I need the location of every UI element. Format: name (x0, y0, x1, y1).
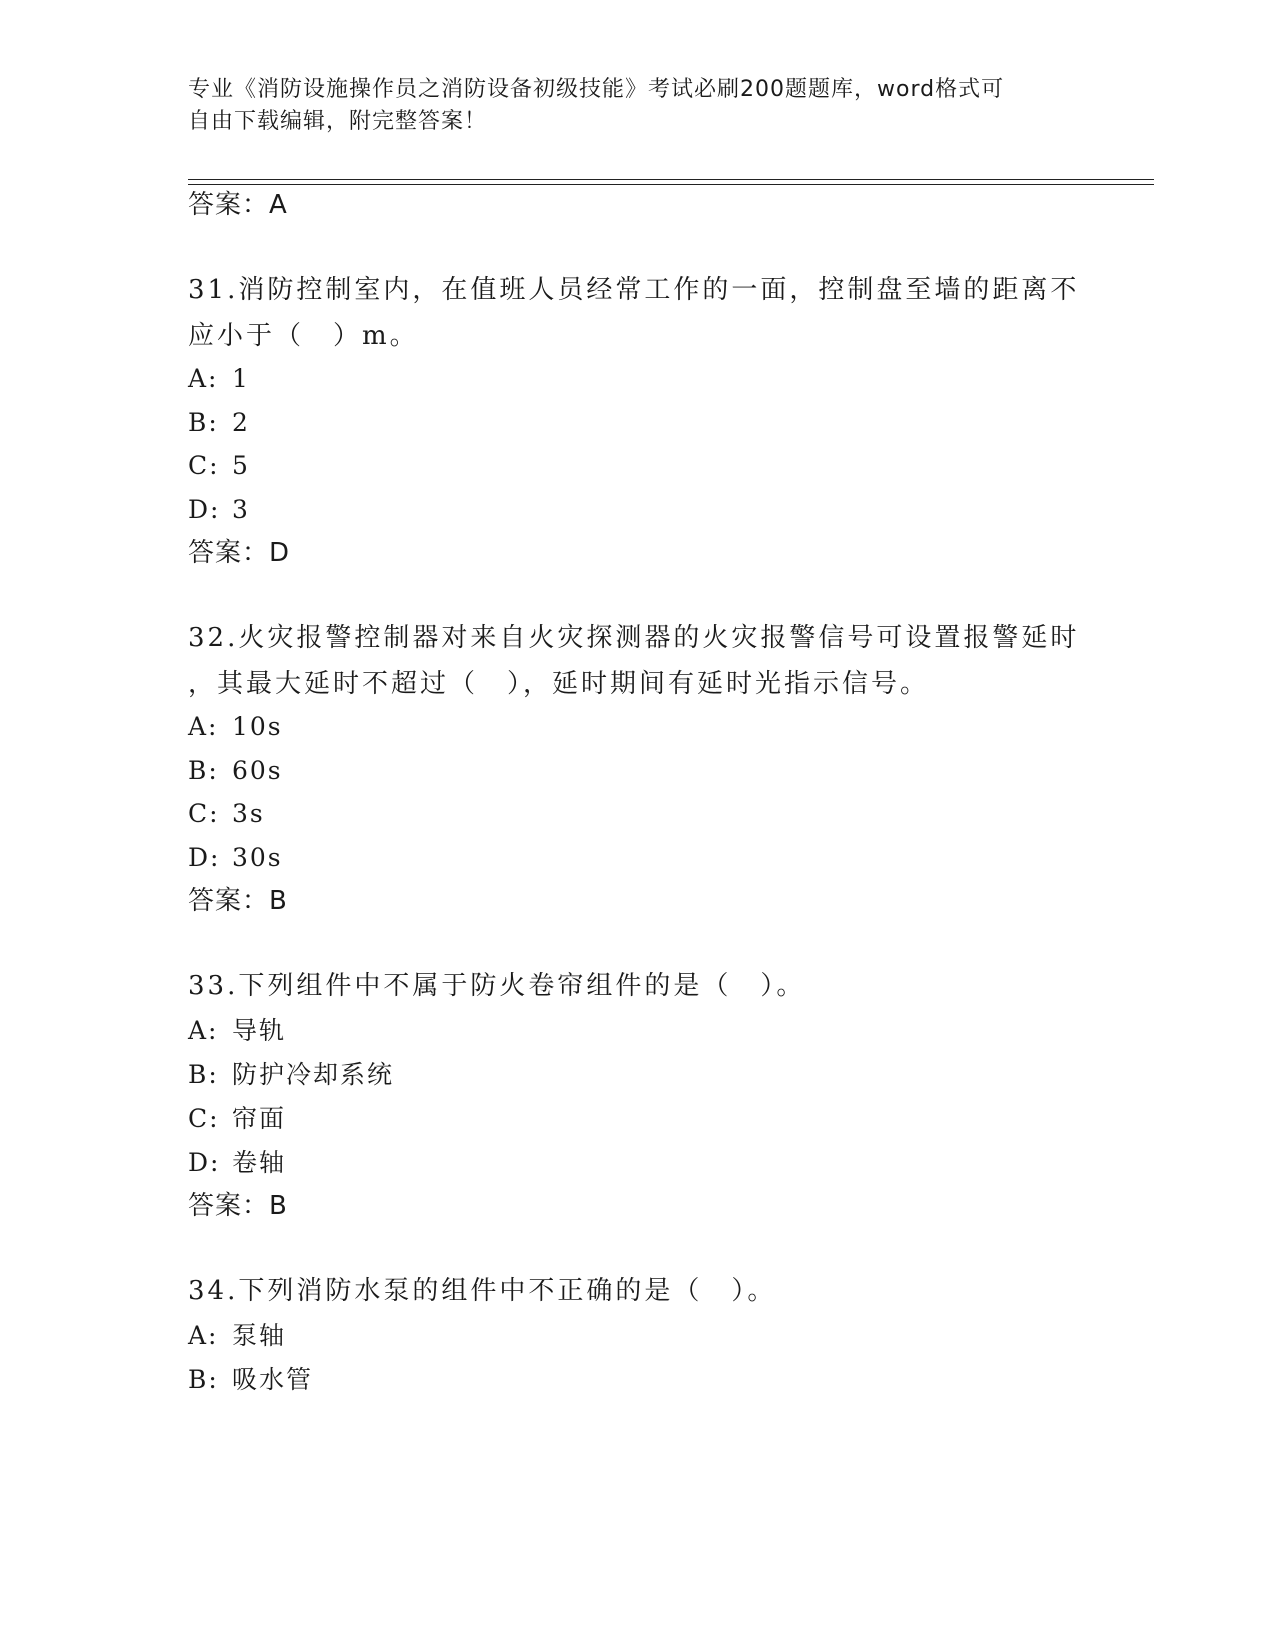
question-32-answer: 答案：B (188, 886, 288, 916)
option-label: B: (188, 1365, 219, 1394)
question-34-line-1: 34.下列消防水泵的组件中不正确的是（ ）。 (188, 1276, 777, 1306)
question-33-option-b (188, 1058, 394, 1092)
question-31-option-b (188, 406, 250, 440)
question-34-option-b (188, 1363, 313, 1397)
answer-prev: 答案：A (188, 190, 288, 220)
question-32-option-b (188, 754, 283, 788)
option-label: C: (188, 1104, 220, 1133)
question-31-option-d (188, 493, 250, 527)
option-text: 2 (232, 408, 250, 437)
option-text: 3 (232, 495, 250, 524)
option-label: A: (188, 1321, 219, 1350)
header-line-1: 专业《消防设施操作员之消防设备初级技能》考试必刷200题题库，word格式可 (188, 77, 1005, 102)
document-header (188, 74, 1088, 138)
option-text: 60s (232, 756, 283, 785)
option-label: A: (188, 364, 219, 393)
option-label: A: (188, 1016, 219, 1045)
question-32-option-c (188, 797, 265, 831)
question-33-option-d (188, 1146, 286, 1180)
option-label: C: (188, 799, 220, 828)
option-label: D: (188, 1148, 221, 1177)
question-32 (188, 615, 1088, 707)
question-33-option-c (188, 1102, 286, 1136)
option-label: D: (188, 495, 221, 524)
question-32-line-1: 32.火灾报警控制器对来自火灾探测器的火灾报警信号可设置报警延时 (188, 623, 1080, 653)
option-text: 导轨 (232, 1016, 287, 1045)
option-label: B: (188, 756, 219, 785)
question-31-line-2: 应小于（ ）m。 (188, 321, 419, 351)
question-33-option-a (188, 1014, 286, 1048)
option-label: D: (188, 843, 221, 872)
option-text: 1 (232, 364, 250, 393)
question-31-answer: 答案：D (188, 538, 291, 568)
question-31-option-a (188, 362, 250, 396)
question-34-option-a (188, 1319, 286, 1353)
header-line-2: 自由下载编辑，附完整答案！ (188, 109, 488, 134)
question-31-line-1: 31.消防控制室内，在值班人员经常工作的一面，控制盘至墙的距离不 (188, 275, 1080, 305)
question-33-answer: 答案：B (188, 1191, 288, 1221)
option-text: 3s (232, 799, 265, 828)
question-31 (188, 267, 1088, 359)
option-label: C: (188, 451, 220, 480)
question-32-option-d (188, 841, 283, 875)
option-text: 泵轴 (232, 1321, 287, 1350)
option-text: 30s (232, 843, 283, 872)
option-label: B: (188, 408, 219, 437)
option-text: 帘面 (232, 1104, 287, 1133)
option-text: 10s (232, 712, 283, 741)
option-text: 吸水管 (232, 1365, 314, 1394)
question-32-line-2: ，其最大延时不超过（ ），延时期间有延时光指示信号。 (188, 669, 930, 699)
header-rule-top (188, 179, 1154, 180)
question-34 (188, 1268, 1088, 1314)
question-31-option-c (188, 449, 250, 483)
option-text: 卷轴 (232, 1148, 287, 1177)
question-32-option-a (188, 710, 283, 744)
option-label: A: (188, 712, 219, 741)
option-text: 5 (232, 451, 250, 480)
option-text: 防护冷却系统 (232, 1060, 395, 1089)
question-33-line-1: 33.下列组件中不属于防火卷帘组件的是（ ）。 (188, 971, 806, 1001)
header-rule-bottom (188, 184, 1154, 185)
question-33 (188, 963, 1088, 1009)
option-label: B: (188, 1060, 219, 1089)
